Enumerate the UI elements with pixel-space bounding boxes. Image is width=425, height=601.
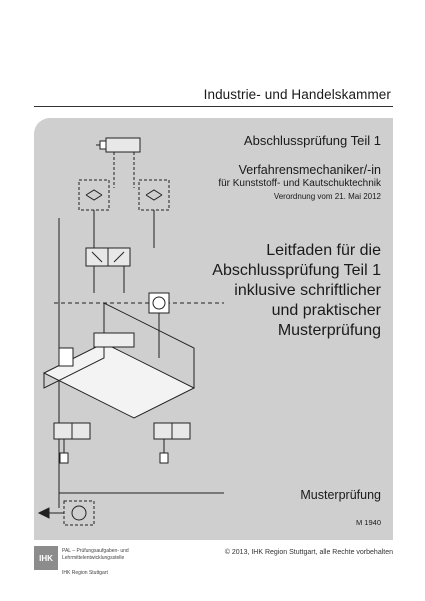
- cover-panel: [34, 118, 393, 540]
- ihk-logo-icon: IHK: [34, 546, 58, 570]
- guide-title-line: Abschlussprüfung Teil 1: [212, 262, 381, 279]
- pal-line: Lehrmittelentwicklungsstelle: [62, 555, 125, 561]
- pal-description: [62, 548, 212, 562]
- guide-title-line: Leitfaden für die: [266, 242, 381, 259]
- guide-title: [171, 241, 381, 341]
- guide-title-line: inklusive schriftlicher: [234, 282, 381, 299]
- exam-part-title: Abschlussprüfung Teil 1: [243, 133, 381, 148]
- header-title: Industrie- und Handelskammer: [203, 87, 391, 102]
- header-divider: [34, 106, 393, 107]
- ordinance-date: Verordnung vom 21. Mai 2012: [273, 192, 381, 201]
- copyright-notice: © 2013, IHK Region Stuttgart, alle Rechte vorbehalten: [224, 549, 393, 556]
- profession-title: Verfahrensmechaniker/-in: [238, 163, 381, 177]
- pal-line: PAL – Prüfungsaufgaben- und: [62, 548, 129, 554]
- region-label: IHK Region Stuttgart: [62, 570, 108, 576]
- muster-label: Musterprüfung: [300, 488, 381, 502]
- guide-title-line: Musterprüfung: [277, 322, 381, 339]
- publisher-logo: [34, 546, 204, 580]
- guide-title-line: und praktischer: [271, 302, 381, 319]
- document-code: M 1940: [355, 518, 381, 527]
- specialty-subtitle: für Kunststoff- und Kautschuktechnik: [218, 178, 381, 189]
